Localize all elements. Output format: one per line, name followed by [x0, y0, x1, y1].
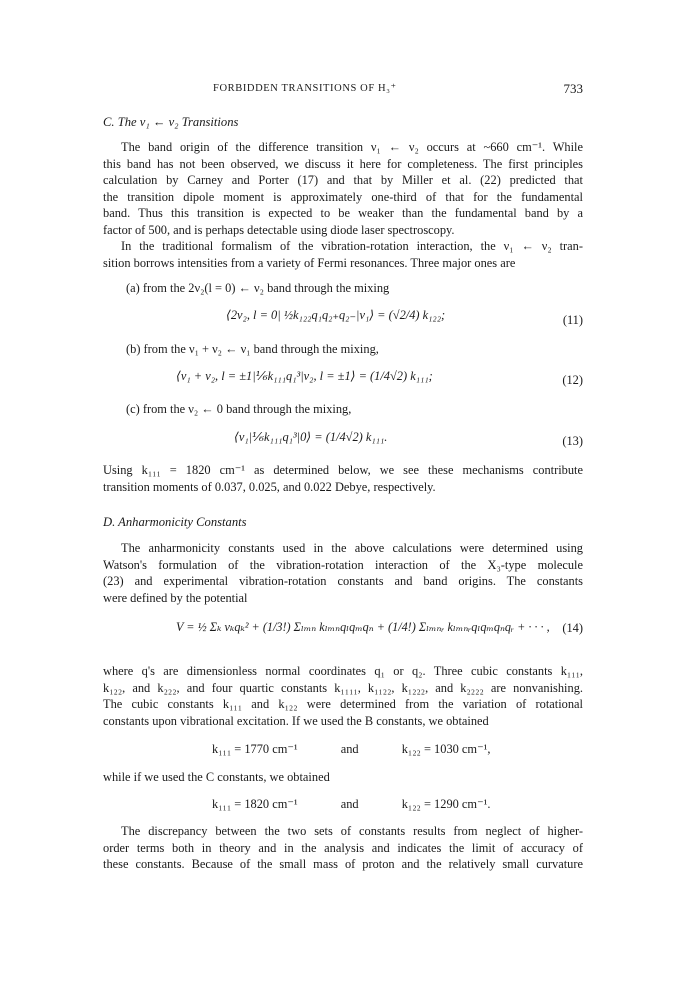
c-k122-value: k₁₂₂ = 1290 cm⁻¹.	[401, 797, 491, 811]
text-line: The cubic constants k₁₁₁ and k₁₂₂ were determined from the variation of rotational	[103, 697, 583, 712]
text-line: In the traditional formalism of the vibration-rotation interaction, the ν₁ ← ν₂ tran-	[121, 239, 583, 253]
equation-12: ⟨ν₁ + ν₂, l = ±1|⅙k₁₁₁q₁³|ν₂, l = ±1⟩ = (1/4√2) k₁₁₁;	[176, 369, 433, 383]
item-a: (a) from the 2ν₂(l = 0) ← ν₂ band through the mixing	[126, 281, 390, 295]
equation-12-number: (12)	[562, 373, 583, 387]
text-line: k₁₂₂, and k₂₂₂, and four quartic constants k₁₁₁₁, k₁₁₂₂, k₁₂₂₂, and k₂₂₂₂ are nonvanishing.	[103, 680, 583, 695]
item-b: (b) from the ν₁ + ν₂ ← ν₁ band through the mixing,	[126, 342, 379, 356]
text-line: transition moments of 0.037, 0.025, and 0.022 Debye, respectively.	[103, 479, 436, 494]
section-c-paragraph-2	[103, 238, 583, 271]
running-title: FORBIDDEN TRANSITIONS OF H₃⁺	[213, 83, 397, 94]
text-line: sition borrows intensities from a variety of Fermi resonances. Three major ones are	[103, 255, 516, 270]
equation-13: ⟨ν₁|⅙k₁₁₁q₁³|0⟩ = (1/4√2) k₁₁₁.	[234, 430, 388, 444]
section-d-heading: D. Anharmonicity Constants	[103, 515, 247, 529]
text-line: order terms both in theory and in the analysis and indicates the limit of accuracy of	[103, 840, 583, 855]
text-line: where q's are dimensionless normal coordinates q₁ or q₂. Three cubic constants k₁₁₁,	[103, 664, 583, 678]
text-line: this band has not been observed, we discuss it here for completeness. The first principles	[103, 156, 583, 171]
c-k111-value: k₁₁₁ = 1820 cm⁻¹	[212, 797, 298, 811]
section-c-paragraph-1	[103, 139, 583, 239]
section-d-paragraph-4	[103, 823, 583, 856]
text-line: The discrepancy between the two sets of constants results from neglect of higher-	[121, 824, 583, 838]
c-and: and	[340, 797, 359, 811]
text-line: the transition dipole moment is approximately one-third of that for the fundamental	[103, 189, 583, 204]
text-line: band. Thus this transition is expected to be weaker than the fundamental band by a	[103, 206, 583, 221]
text-line: Watson's formulation of the vibration-rotation interaction of the X₃-type molecule	[103, 557, 583, 572]
section-c-heading: C. The ν₁ ← ν₂ Transitions	[103, 115, 239, 129]
item-c: (c) from the ν₂ ← 0 band through the mixing,	[126, 402, 352, 416]
b-and: and	[340, 742, 359, 756]
text-line: calculation by Carney and Porter (17) and that by Miller et al. (22) predicted that	[103, 173, 583, 188]
b-k111-value: k₁₁₁ = 1770 cm⁻¹	[212, 742, 298, 756]
equation-11-number: (11)	[562, 313, 583, 327]
text-line: Using k₁₁₁ = 1820 cm⁻¹ as determined below, we see these mechanisms contribute	[103, 463, 583, 477]
section-d-paragraph-1	[103, 540, 583, 606]
text-line: these constants. Because of the small mass of proton and the relatively small curvature	[103, 857, 583, 871]
equation-13-number: (13)	[562, 434, 583, 448]
equation-11: ⟨2ν₂, l = 0| ½k₁₂₂q₁q₂₊q₂₋|ν₁⟩ = (√2/4) k₁₂₂;	[226, 308, 446, 322]
text-line: constants upon vibrational excitation. If we used the B constants, we obtained	[103, 713, 489, 728]
section-d-paragraph-2	[103, 663, 583, 729]
text-line: The band origin of the difference transition ν₁ ← ν₂ occurs at ~660 cm⁻¹. While	[121, 140, 583, 154]
text-line: were defined by the potential	[103, 590, 248, 605]
equation-14: V = ½ Σₖ νₖqₖ² + (1/3!) Σₗₘₙ kₗₘₙqₗqₘqₙ + (1/4!) Σₗₘₙᵣ kₗₘₙᵣqₗqₘqₙqᵣ + · · · ,	[176, 620, 550, 634]
text-line: factor of 500, and is perhaps detectable using diode laser spectroscopy.	[103, 222, 455, 237]
b-k122-value: k₁₂₂ = 1030 cm⁻¹,	[401, 742, 491, 756]
cropped-last-line	[103, 856, 583, 871]
equation-14-number: (14)	[562, 621, 583, 635]
page-number: 733	[563, 81, 583, 96]
section-d-paragraph-3: while if we used the C constants, we obtained	[103, 770, 330, 784]
text-line: The anharmonicity constants used in the above calculations were determined using	[121, 541, 583, 555]
section-c-paragraph-3	[103, 462, 583, 495]
c-constants-line	[212, 796, 490, 812]
b-constants-line	[212, 741, 490, 757]
text-line: (23) and experimental vibration-rotation constants and band origins. The constants	[103, 574, 583, 589]
